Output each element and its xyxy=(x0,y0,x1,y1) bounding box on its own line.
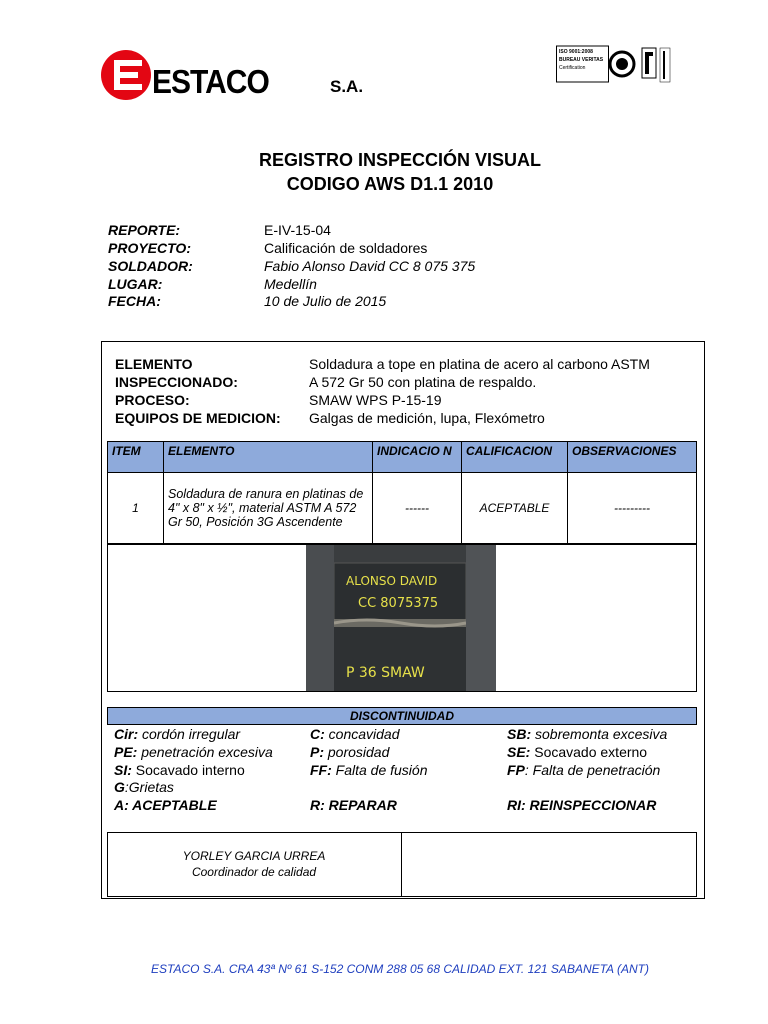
table-row xyxy=(108,473,697,544)
photo-marking-1: ALONSO DAVID xyxy=(346,574,438,588)
meta-label-soldador: SOLDADOR: xyxy=(108,258,193,274)
inspection-table xyxy=(107,441,697,544)
cell-elemento: Soldadura de ranura en platinas de 4" x 8" x ½", material ASTM A 572 Gr 50, Posición 3G Ascendente xyxy=(164,473,373,544)
legend-reinspeccionar: RI: REINSPECCIONAR xyxy=(507,797,657,813)
legend-se: SE: Socavado externo xyxy=(507,744,648,760)
cert-line-2: BUREAU VERITAS xyxy=(559,57,604,63)
legend-sb: SB: sobremonta excesiva xyxy=(507,726,668,742)
footer-address: ESTACO S.A. CRA 43ª Nº 61 S-152 CONM 288 05 68 CALIDAD EXT. 121 SABANETA (ANT) xyxy=(151,962,649,976)
elemento-label-2: INSPECCIONADO: xyxy=(115,374,238,390)
legend-cir: Cir: cordón irregular xyxy=(114,726,241,742)
cert-line-3: Certification xyxy=(559,65,586,71)
cell-item: 1 xyxy=(108,473,164,544)
weld-specimen-photo xyxy=(306,545,496,691)
proceso-value: SMAW WPS P-15-19 xyxy=(309,392,442,408)
signer-name: YORLEY GARCIA URREA xyxy=(182,849,326,863)
legend-ff: FF: Falta de fusión xyxy=(310,762,428,778)
meta-label-lugar: LUGAR: xyxy=(108,276,163,292)
legend-aceptable: A: ACEPTABLE xyxy=(114,797,217,813)
legend-si: SI: Socavado interno xyxy=(114,762,245,778)
meta-value-proyecto: Calificación de soldadores xyxy=(264,240,428,256)
header-calificacion: CALIFICACION xyxy=(462,442,568,473)
table-header-row xyxy=(108,442,697,473)
cell-observaciones: --------- xyxy=(568,473,697,544)
equipos-value: Galgas de medición, lupa, Flexómetro xyxy=(309,410,545,426)
certification-seal-icon xyxy=(556,42,674,88)
elemento-value-1: Soldadura a tope en platina de acero al carbono ASTM xyxy=(309,356,650,372)
legend-c: C: concavidad xyxy=(310,726,400,742)
meta-label-proyecto: PROYECTO: xyxy=(108,240,191,256)
legend-fp: FP: Falta de penetración xyxy=(507,762,661,778)
legend-pe: PE: penetración excesiva xyxy=(114,744,273,760)
legend-p: P: porosidad xyxy=(310,744,390,760)
legend-reparar: R: REPARAR xyxy=(310,797,397,813)
document-title-line-2: CODIGO AWS D1.1 2010 xyxy=(286,174,494,194)
meta-value-soldador: Fabio Alonso David CC 8 075 375 xyxy=(264,258,476,274)
signer-role: Coordinador de calidad xyxy=(191,865,317,879)
cell-indicacion: ------ xyxy=(373,473,462,544)
header-observaciones: OBSERVACIONES xyxy=(568,442,697,473)
meta-value-fecha: 10 de Julio de 2015 xyxy=(264,293,387,309)
legend-g: G:Grietas xyxy=(114,779,174,795)
cert-line-1: ISO 9001:2008 xyxy=(559,49,593,55)
photo-marking-2: CC 8075375 xyxy=(358,596,439,611)
estaco-logo-icon xyxy=(100,40,152,110)
photo-marking-3: P 36 SMAW xyxy=(346,665,425,681)
company-name: ESTACO xyxy=(152,64,269,101)
discontinuidad-title: DISCONTINUIDAD xyxy=(107,707,697,725)
header-item: ITEM xyxy=(108,442,164,473)
meta-value-reporte: E-IV-15-04 xyxy=(264,222,331,238)
header-indicacion: INDICACIO N xyxy=(373,442,462,473)
signature-divider xyxy=(401,832,402,897)
equipos-label: EQUIPOS DE MEDICION: xyxy=(115,410,281,426)
proceso-label: PROCESO: xyxy=(115,392,190,408)
meta-value-lugar: Medellín xyxy=(264,276,317,292)
elemento-label-1: ELEMENTO xyxy=(115,356,193,372)
cell-calificacion: ACEPTABLE xyxy=(462,473,568,544)
elemento-value-2: A 572 Gr 50 con platina de respaldo. xyxy=(309,374,537,390)
company-suffix: S.A. xyxy=(330,77,364,96)
document-title-line-1: REGISTRO INSPECCIÓN VISUAL xyxy=(258,150,542,170)
meta-label-reporte: REPORTE: xyxy=(108,222,181,238)
header-elemento: ELEMENTO xyxy=(164,442,373,473)
meta-label-fecha: FECHA: xyxy=(108,293,161,309)
